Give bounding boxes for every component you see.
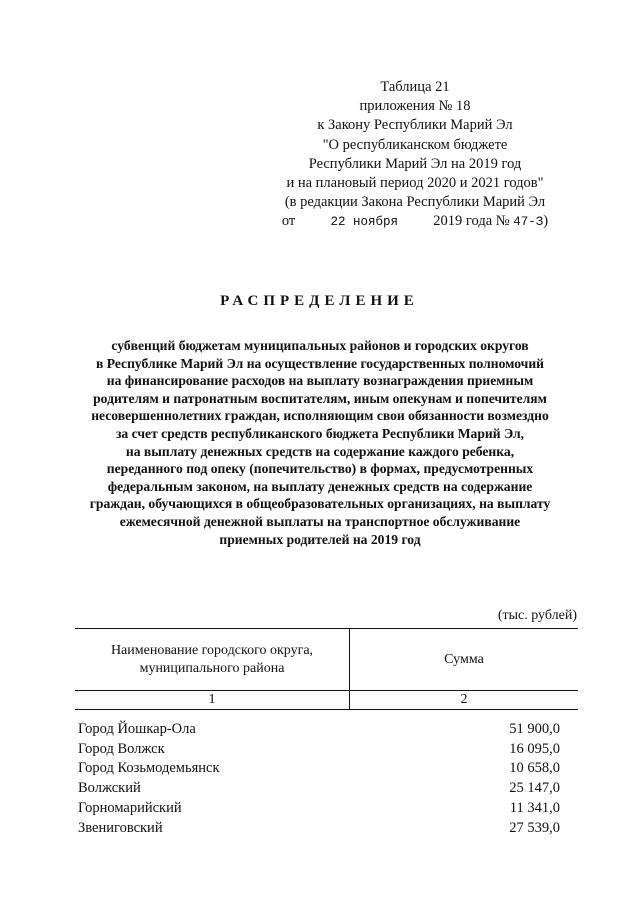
row-name: Звениговский — [78, 819, 163, 836]
table-row — [78, 720, 560, 740]
row-name: Город Йошкар-Ола — [78, 721, 196, 737]
header-line-budget: "О республиканском бюджете — [322, 136, 508, 153]
amendment-day: 22 ноября — [330, 215, 399, 230]
table-header — [75, 628, 578, 710]
table-row — [78, 779, 560, 799]
subtitle-line: федеральным законом, на выплату денежных средств на содержание — [107, 478, 533, 494]
table-row — [78, 819, 560, 839]
row-name: Город Козьмодемьянск — [78, 760, 220, 777]
amendment-suffix: ) — [543, 213, 549, 230]
table-body — [78, 720, 560, 838]
subtitle-line: родителям и патронатным воспитателям, иным опекунам и попечителям — [93, 390, 547, 406]
header-line-appendix: приложения № 18 — [359, 98, 471, 115]
subtitle-line: переданного под опеку (попечительство) в формах, предусмотренных — [106, 461, 534, 477]
row-name: Город Волжск — [78, 740, 165, 757]
row-amount: 10 658,0 — [509, 760, 560, 777]
table-row — [78, 740, 560, 760]
amendment-number: 47-З — [513, 215, 544, 230]
subtitle-line: несовершеннолетних граждан, исполняющим свои обязанности возмездно — [91, 408, 549, 424]
header-line-republic-year: Республики Марий Эл на 2019 год — [308, 155, 522, 172]
column-number-2: 2 — [350, 691, 579, 710]
table-row — [78, 799, 560, 819]
header-line-amendment — [250, 212, 580, 232]
column-header-name: Наименование городского округа, муниципального района — [75, 629, 350, 691]
subtitle-line: на финансирование расходов на выплату вознаграждения приемным — [106, 373, 534, 389]
subtitle-line: граждан, обучающихся в общеобразовательных организациях, на выплату — [89, 496, 551, 512]
row-name: Горномарийский — [78, 799, 182, 816]
amendment-prefix: от — [281, 213, 296, 230]
row-amount: 11 341,0 — [509, 799, 560, 816]
row-amount: 25 147,0 — [509, 780, 560, 797]
subtitle-line: в Республике Марий Эл на осуществление государственных полномочий — [95, 355, 544, 371]
document-subtitle — [60, 337, 580, 548]
amendment-year: 2019 года № — [433, 213, 510, 230]
row-amount: 51 900,0 — [509, 721, 560, 737]
column-header-amount: Сумма — [350, 629, 579, 691]
header-line-planning-period: и на плановый период 2020 и 2021 годов" — [286, 175, 544, 192]
header-line-edition: (в редакции Закона Республики Марий Эл — [284, 194, 546, 211]
table-row — [78, 759, 560, 779]
subtitle-line: ежемесячной денежной выплаты на транспортное обслуживание — [119, 513, 521, 529]
row-name: Волжский — [78, 780, 141, 797]
subtitle-line: субвенций бюджетам муниципальных районов и городских округов — [111, 338, 529, 353]
document-title: РАСПРЕДЕЛЕНИЕ — [220, 293, 419, 309]
header-line-table-number: Таблица 21 — [380, 79, 450, 95]
row-amount: 16 095,0 — [509, 740, 560, 757]
row-amount: 27 539,0 — [509, 819, 560, 836]
subtitle-line: за счет средств республиканского бюджета Республики Марий Эл, — [115, 425, 525, 441]
appendix-header — [250, 78, 580, 233]
header-line-law: к Закону Республики Марий Эл — [317, 117, 513, 134]
subtitle-line: на выплату денежных средств на содержание каждого ребенка, — [125, 443, 515, 459]
column-number-1: 1 — [75, 691, 350, 710]
subtitle-line: приемных родителей на 2019 год — [219, 531, 421, 547]
units-label: (тыс. рублей) — [497, 608, 577, 623]
